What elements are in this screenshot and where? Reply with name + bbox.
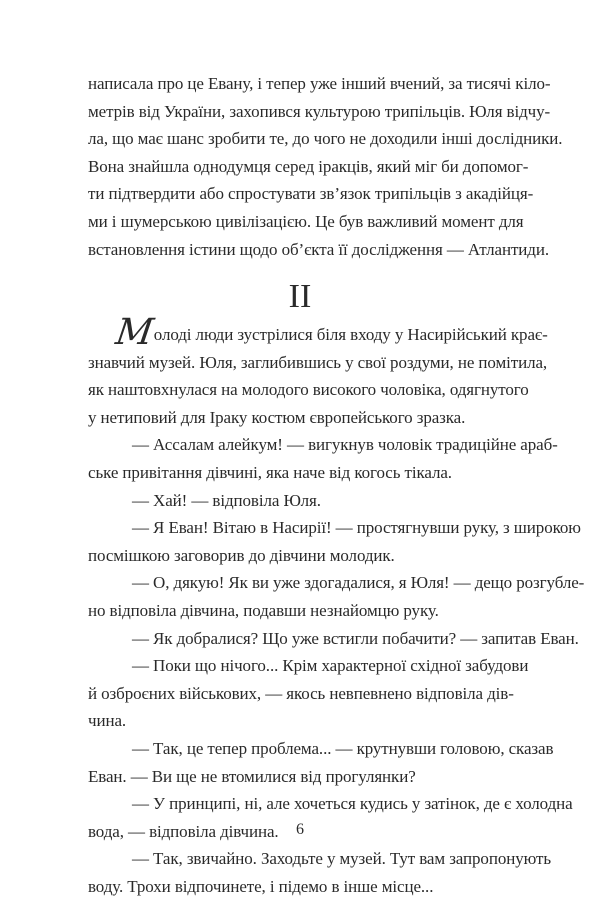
section-2-text bbox=[88, 312, 585, 900]
dialogue-line: — Так, звичайно. Заходьте у музей. Тут вам запропонують bbox=[132, 849, 551, 869]
text-line: вода, — відповіла дівчина. bbox=[88, 821, 279, 841]
text-line: чина. bbox=[88, 711, 127, 731]
text-line: ми і шумерською цивілізацією. Це був важливий момент для bbox=[88, 211, 524, 231]
text-line: встановлення істини щодо об’єкта її дослідження — Атлантиди. bbox=[88, 239, 550, 259]
text-line: ське привітання дівчині, яка наче від когось тікала. bbox=[88, 462, 452, 482]
text-line: воду. Трохи відпочинете, і підемо в інше місце... bbox=[88, 876, 434, 896]
text-line: й озброєних військових, — якось невпевнено відповіла дів- bbox=[88, 683, 514, 703]
dialogue-line: — Поки що нічого... Крім характерної східної забудови bbox=[132, 656, 529, 676]
page-number: 6 bbox=[296, 821, 304, 838]
chapter-heading: II bbox=[288, 278, 312, 315]
text-line: написала про це Евану, і тепер уже інший вчений, за тисячі кіло- bbox=[88, 74, 551, 93]
text-line: но відповіла дівчина, подавши незнайомцю руку. bbox=[88, 600, 439, 620]
dialogue-line: — Так, це тепер проблема... — крутнувши головою, сказав bbox=[132, 738, 554, 758]
first-paragraph-line bbox=[88, 312, 548, 353]
text-line: як наштовхнулася на молодого високого чоловіка, одягнутого bbox=[88, 380, 529, 400]
text-line: Еван. — Ви ще не втомилися від прогулянки? bbox=[88, 766, 416, 786]
dialogue-line: — У принципі, ні, але хочеться кудись у затінок, де є холодна bbox=[132, 794, 573, 814]
text-line: у нетиповий для Іраку костюм європейського зразка. bbox=[88, 407, 466, 427]
drop-cap: М bbox=[113, 312, 156, 353]
text-line: посмішкою заговорив до дівчини молодик. bbox=[88, 545, 395, 565]
dialogue-line: — Ассалам алейкум! — вигукнув чоловік традиційне араб- bbox=[132, 435, 558, 455]
dialogue-line: — Я Еван! Вітаю в Насирії! — простягнувши руку, з широкою bbox=[132, 518, 581, 538]
first-line-text: олоді люди зустрілися біля входу у Насирійський крає- bbox=[153, 325, 548, 344]
dialogue-line: — Хай! — відповіла Юля. bbox=[132, 490, 321, 510]
text-line: знавчий музей. Юля, заглибившись у свої роздуми, не помітила, bbox=[88, 352, 548, 372]
section-1-text bbox=[88, 70, 563, 263]
text-line: Вона знайшла однодумця серед іракців, який міг би допомог- bbox=[88, 156, 529, 176]
dialogue-line: — Як добралися? Що уже встигли побачити? — запитав Еван. bbox=[132, 628, 579, 648]
text-line: ла, що має шанс зробити те, до чого не доходили інші дослідники. bbox=[88, 129, 563, 149]
text-line: метрів від України, захопився культурою трипільців. Юля відчу- bbox=[88, 101, 551, 121]
dialogue-line: — О, дякую! Як ви уже здогадалися, я Юля! — дещо розгубле- bbox=[132, 573, 585, 593]
text-line: ти підтвердити або спростувати зв’язок трипільців з акадійця- bbox=[88, 184, 534, 204]
